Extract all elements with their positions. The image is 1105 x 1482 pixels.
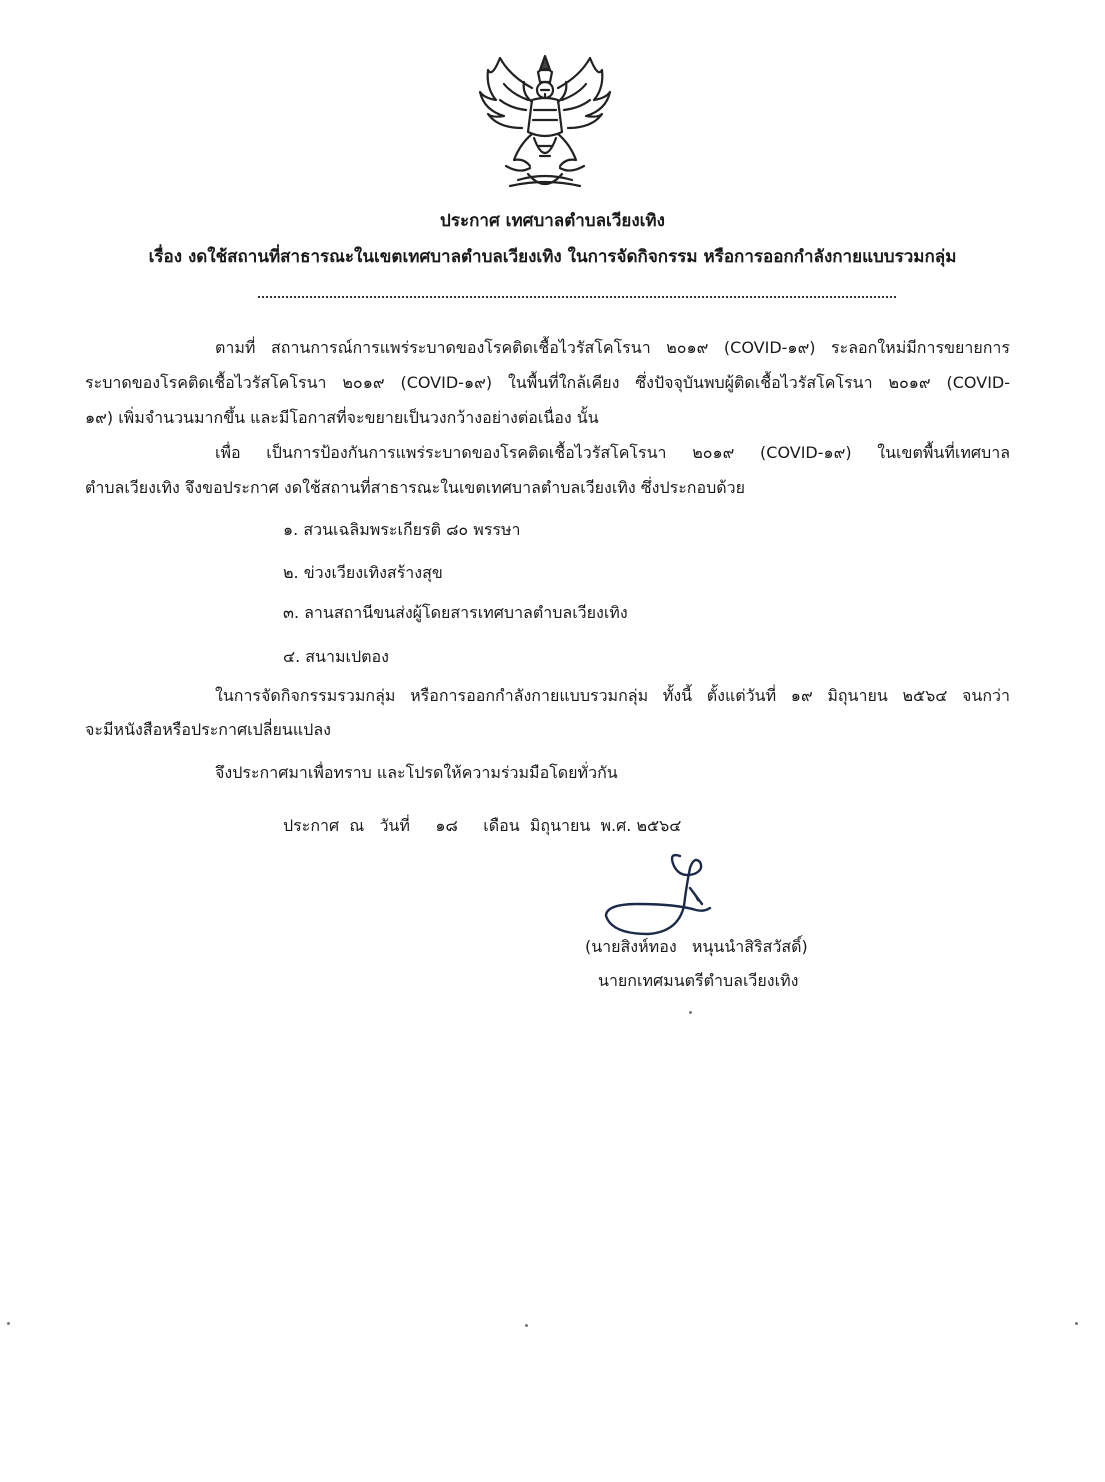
paragraph-1-line-2: ระบาดของโรคติดเชื้อไวรัสโคโรนา ๒๐๑๙ (COVID-๑๙) ในพื้นที่ใกล้เคียง ซึ่งปัจจุบันพบผู้ติดเชื้อไวรัสโคโรนา ๒๐๑๙ (COVID- [85,373,1010,392]
list-item: ๑. สวนเฉลิมพระเกียรติ ๘๐ พรรษา [283,520,521,539]
paragraph-3-line-2: จะมีหนังสือหรือประกาศเปลี่ยนแปลง [85,720,331,739]
list-item: ๒. ข่วงเวียงเทิงสร้างสุข [283,563,443,582]
list-item: ๔. สนามเปตอง [283,647,389,666]
signer-position: นายกเทศมนตรีตำบลเวียงเทิง [598,971,799,990]
announcement-title: ประกาศ เทศบาลตำบลเวียงเทิง [440,211,665,231]
list-item: ๓. ลานสถานีขนส่งผู้โดยสารเทศบาลตำบลเวียงเทิง [283,603,628,622]
paragraph-1-line-3: ๑๙) เพิ่มจำนวนมากขึ้น และมีโอกาสที่จะขยายเป็นวงกว้างอย่างต่อเนื่อง นั้น [85,408,599,427]
announcement-subject: เรื่อง งดใช้สถานที่สาธารณะในเขตเทศบาลตำบลเวียงเทิง ในการจัดกิจกรรม หรือการออกกำลังกายแบบรวมกลุ่ม [148,247,957,267]
paragraph-2-line-1: เพื่อ เป็นการป้องกันการแพร่ระบาดของโรคติดเชื้อไวรัสโคโรนา ๒๐๑๙ (COVID-๑๙) ในเขตพื้นที่เทศบาล [215,443,1010,462]
signer-name: (นายสิงห์ทอง หนุนนำสิริสวัสดิ์) [585,937,808,956]
paragraph-1-line-1: ตามที่ สถานการณ์การแพร่ระบาดของโรคติดเชื้อไวรัสโคโรนา ๒๐๑๙ (COVID-๑๙) ระลอกใหม่มีการขยายการ [215,338,1010,357]
dotted-separator [258,296,896,298]
paragraph-2-line-2: ตำบลเวียงเทิง จึงขอประกาศ งดใช้สถานที่สาธารณะในเขตเทศบาลตำบลเวียงเทิง ซึ่งประกอบด้วย [85,478,745,497]
garuda-emblem-icon [470,48,620,198]
closing-text: จึงประกาศมาเพื่อทราบ และโปรดให้ความร่วมมือโดยทั่วกัน [215,763,618,782]
paragraph-3-line-1: ในการจัดกิจกรรมรวมกลุ่ม หรือการออกกำลังกายแบบรวมกลุ่ม ทั้งนี้ ตั้งแต่วันที่ ๑๙ มิถุนายน ๒๕๖๔ จนกว่า [215,686,1011,705]
announcement-date: ประกาศ ณ วันที่ ๑๘ เดือน มิถุนายน พ.ศ. ๒๕๖๔ [283,816,682,835]
signature-icon [598,848,728,948]
